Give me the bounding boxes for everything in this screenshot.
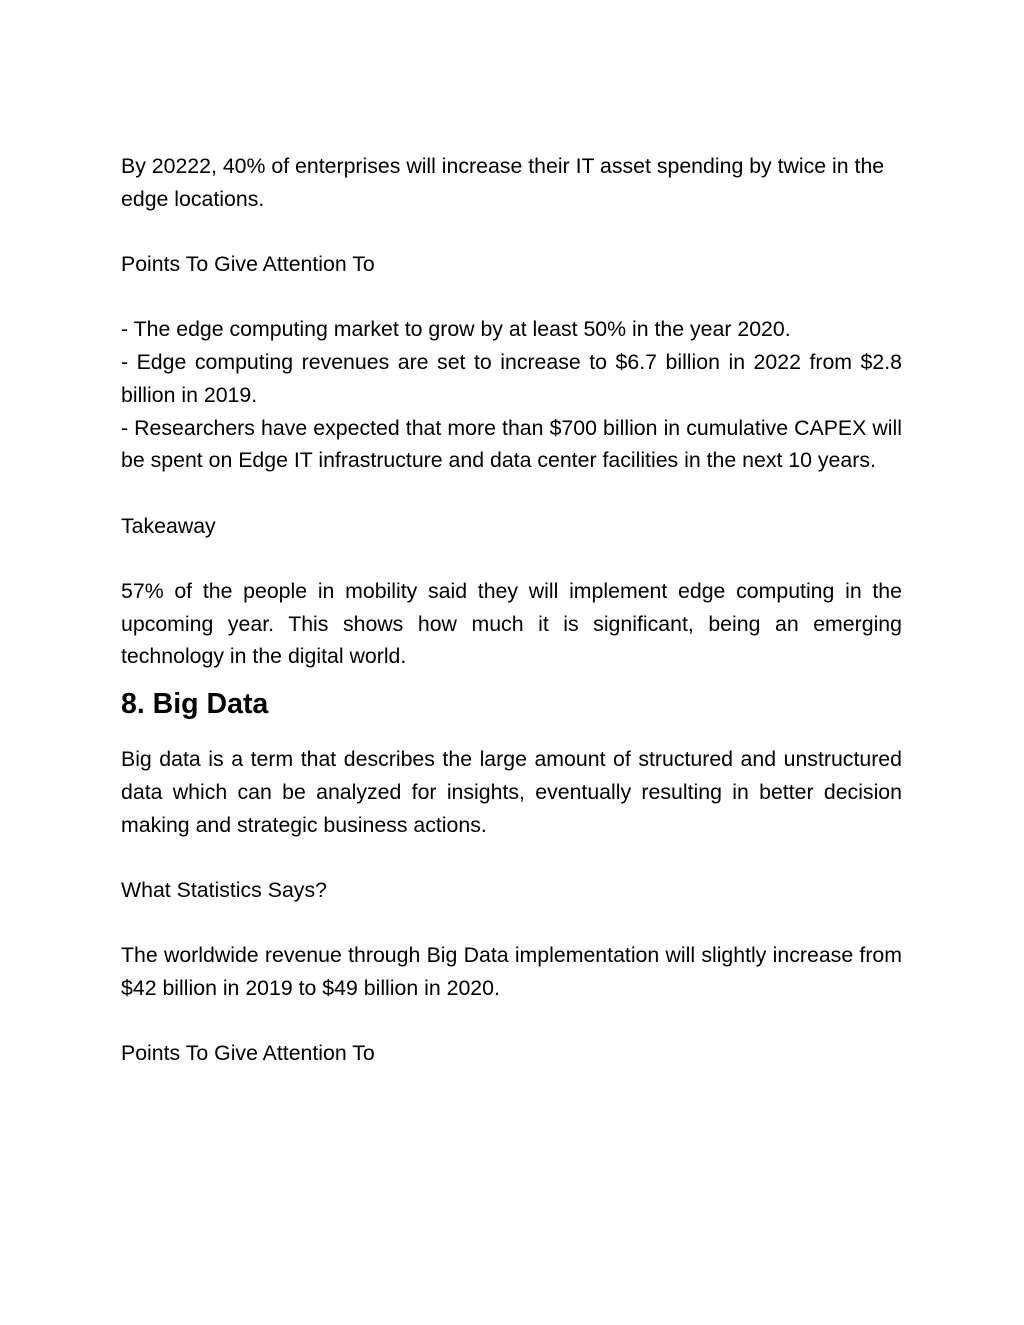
stats-heading: What Statistics Says?: [121, 877, 327, 902]
takeaway-heading: Takeaway: [121, 513, 216, 538]
spacer: [121, 281, 902, 314]
spacer: [121, 841, 902, 874]
attention-heading: Points To Give Attention To: [121, 1041, 375, 1066]
bullet-item: - The edge computing market to grow by at least 50% in the year 2020.: [121, 317, 791, 342]
intro-paragraph: By 20222, 40% of enterprises will increase their IT asset spending by twice in the edge locations.: [121, 154, 885, 211]
spacer: [121, 477, 902, 510]
spacer: [121, 215, 902, 248]
spacer: [121, 907, 902, 940]
section-intro-paragraph: Big data is a term that describes the large amount of structured and unstructured data which can be analyzed for insights, eventually resulting in better decision making and strategic business actions.: [121, 747, 902, 837]
bullet-item: - Edge computing revenues are set to increase to $6.7 billion in 2022 from $2.8 billion in 2019.: [121, 350, 902, 407]
attention-heading: Points To Give Attention To: [121, 252, 375, 277]
document-page: [121, 150, 902, 1070]
takeaway-paragraph: 57% of the people in mobility said they will implement edge computing in the upcoming year. This shows how much it is significant, being an emerging technology in the digital world.: [121, 579, 902, 669]
spacer: [121, 542, 902, 575]
stats-paragraph: The worldwide revenue through Big Data implementation will slightly increase from $42 billion in 2019 to $49 billion in 2020.: [121, 943, 902, 1001]
bullet-item: - Researchers have expected that more than $700 billion in cumulative CAPEX will be spent on Edge IT infrastructure and data center facilities in the next 10 years.: [121, 415, 902, 473]
spacer: [121, 1005, 902, 1038]
section-title: 8. Big Data: [121, 688, 269, 721]
